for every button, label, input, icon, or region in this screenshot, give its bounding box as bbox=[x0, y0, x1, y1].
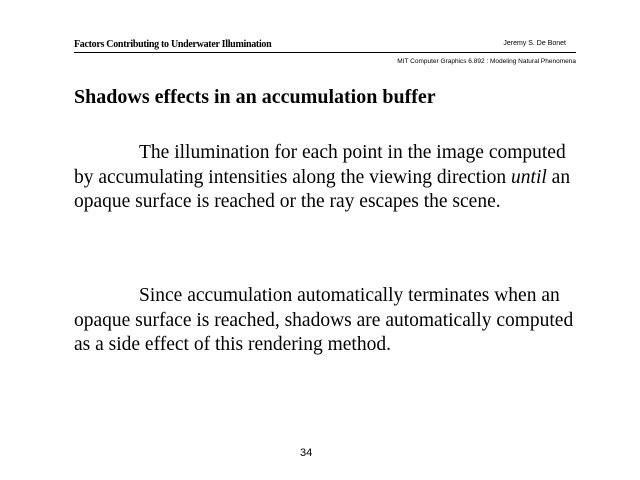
header-title: Factors Contributing to Underwater Illumination bbox=[74, 39, 272, 50]
header-divider bbox=[74, 52, 576, 53]
page-number: 34 bbox=[300, 447, 313, 459]
paragraph-illumination-text-end: an opaque surface is reached or the ray escapes the scene. bbox=[74, 166, 571, 212]
paragraph-shadows: Since accumulation automatically terminates when an opaque surface is reached, shadows are automatically computed as a side effect of this rendering method. bbox=[74, 285, 574, 355]
paragraph-illumination-text: The illumination for each point in the image computed by accumulating intensities along the viewing direction bbox=[74, 142, 566, 188]
paragraph-illumination bbox=[74, 141, 574, 215]
paragraph-illumination-emphasis: until bbox=[511, 166, 547, 188]
header-author: Jeremy S. De Bonet bbox=[503, 40, 566, 47]
slide-title: Shadows effects in an accumulation buffer bbox=[74, 86, 436, 108]
header-course: MIT Computer Graphics 6.892 : Modeling Natural Phenomena bbox=[397, 58, 576, 65]
